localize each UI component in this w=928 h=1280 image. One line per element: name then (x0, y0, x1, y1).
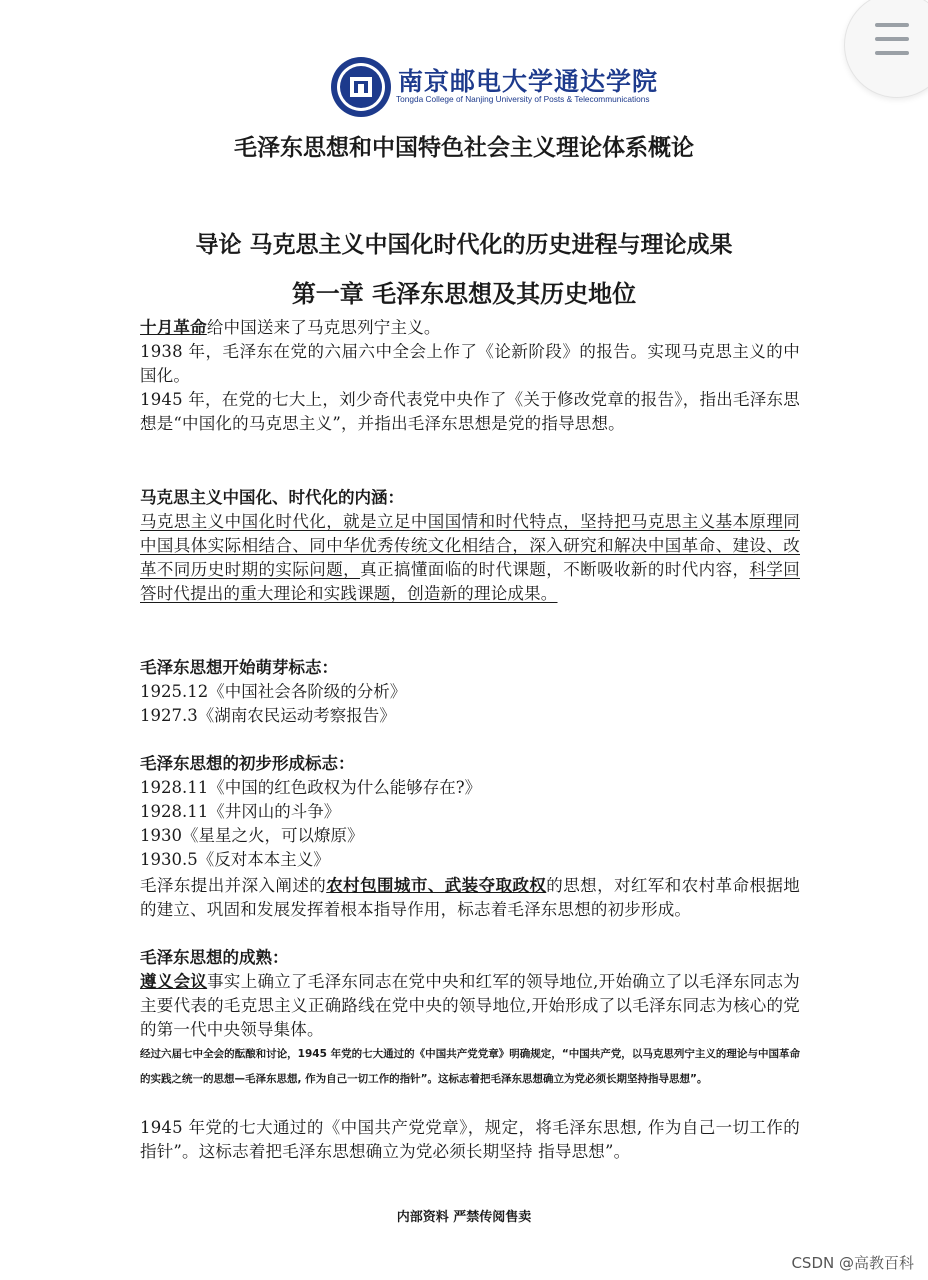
paragraph-seventh-congress-note: 经过六届七中全会的酝酿和讨论，1945 年党的七大通过的《中国共产党党章》明确规定，“中国共产党，以马克思列宁主义的理论与中国革命的实践之统一的思想—毛泽东思想, 作为自己一切工作的指针”。这标志着把毛泽东思想确立为党必须长期坚持指导思想”。 (140, 1048, 800, 1085)
list-item: 1928.11《井冈山的斗争》 (140, 802, 341, 821)
college-logo (330, 56, 659, 120)
paragraph-seventh-congress: 1945 年党的七大通过的《中国共产党党章》，规定，将毛泽东思想, 作为自己一切工作的指针”。这标志着把毛泽东思想确立为党必须长期坚持 指导思想”。 (140, 1118, 800, 1161)
list-item: 1927.3《湖南农民运动考察报告》 (140, 706, 396, 725)
list-item: 1928.11《中国的红色政权为什么能够存在?》 (140, 778, 482, 797)
intro-title: 导论 马克思主义中国化时代化的历史进程与理论成果 (195, 232, 733, 258)
paragraph-connotation: 马克思主义中国化时代化，就是立足中国国情和时代特点，坚持把马克思主义基本原理同中国具体实际相结合、同中华优秀传统文化相结合，深入研究和解决中国革命、建设、改革不同历史时期的实际问题，真正搞懂面临的时代课题，不断吸收新的时代内容，科学回答时代提出的重大理论和实践课题，创造新的理论成果。 (140, 512, 800, 603)
college-name-english: Tongda College of Nanjing University of Posts & Telecommunications (396, 94, 650, 104)
paragraph-initial-formation: 毛泽东提出并深入阐述的农村包围城市、武装夺取政权的思想，对红军和农村革命根据地的建立、巩固和发展发挥着根本指导作用，标志着毛泽东思想的初步形成。 (140, 876, 800, 919)
college-seal-icon (330, 56, 392, 118)
key-term: 十月革命 (140, 318, 207, 337)
section-heading-initial: 毛泽东思想的初步形成标志： (140, 754, 355, 773)
footer-notice: 内部资料 严禁传阅售卖 (396, 1210, 532, 1225)
chapter-title: 第一章 毛泽东思想及其历史地位 (291, 280, 637, 308)
paragraph-1938: 1938 年，毛泽东在党的六届六中全会上作了《论新阶段》的报告。实现马克思主义的中国化。 (140, 342, 800, 385)
watermark: CSDN @高教百科 (791, 1254, 914, 1272)
menu-icon-bar (875, 37, 909, 41)
paragraph-zunyi: 遵义会议事实上确立了毛泽东同志在党中央和红军的领导地位,开始确立了以毛泽东同志为主要代表的毛克思主义正确路线在党中央的领导地位,开始形成了以毛泽东同志为核心的党的第一代中央领导集体。 (140, 972, 800, 1039)
menu-button[interactable] (844, 0, 928, 98)
college-name: 南京邮电大学通达学院 (398, 67, 659, 96)
section-heading-connotation: 马克思主义中国化、时代化的内涵： (140, 488, 404, 507)
list-item: 1925.12《中国社会各阶级的分析》 (140, 682, 407, 701)
list-item: 1930《星星之火，可以燎原》 (140, 826, 364, 845)
list-item: 1930.5《反对本本主义》 (140, 850, 330, 869)
paragraph-october-revolution: 十月革命给中国送来了马克思列宁主义。 (140, 318, 441, 337)
section-heading-mature: 毛泽东思想的成熟： (140, 948, 289, 967)
paragraph-1945: 1945 年，在党的七大上，刘少奇代表党中央作了《关于修改党章的报告》，指出毛泽东思想是“中国化的马克思主义”，并指出毛泽东思想是党的指导思想。 (140, 390, 800, 433)
menu-icon-bar (875, 51, 909, 55)
key-term: 遵义会议 (140, 972, 208, 991)
key-term: 农村包围城市、武装夺取政权 (326, 876, 547, 895)
document-title: 毛泽东思想和中国特色社会主义理论体系概论 (234, 135, 694, 161)
menu-icon (875, 23, 909, 27)
section-heading-sprout: 毛泽东思想开始萌芽标志： (140, 658, 338, 677)
